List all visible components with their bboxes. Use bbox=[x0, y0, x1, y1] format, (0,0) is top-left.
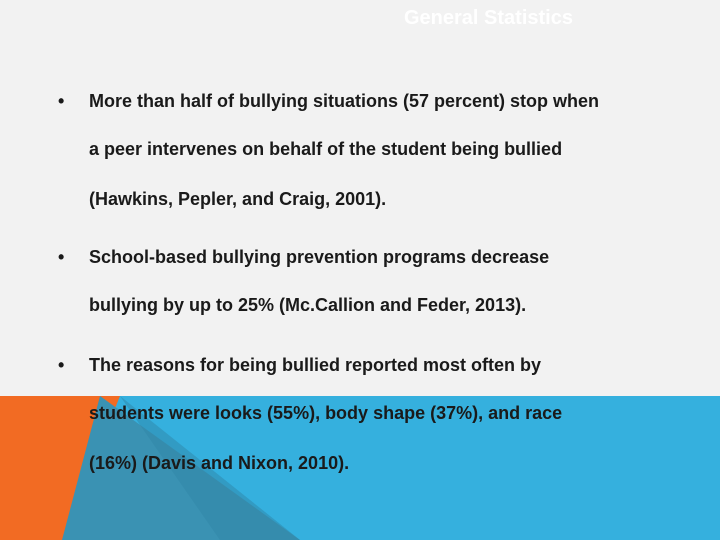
bullet-marker: • bbox=[58, 355, 65, 375]
bullet-3-line-3: (16%) (Davis and Nixon, 2010). bbox=[89, 453, 350, 473]
bullet-2-line-2: bullying by up to 25% (Mc.Callion and Feder, 2013). bbox=[89, 295, 527, 315]
bullet-2-line-1: School-based bullying prevention programs decrease bbox=[89, 247, 550, 267]
bullet-1-line-1: More than half of bullying situations (57 percent) stop when bbox=[89, 91, 600, 111]
bullet-1-line-3: (Hawkins, Pepler, and Craig, 2001). bbox=[89, 189, 387, 209]
bullet-3-line-2: students were looks (55%), body shape (37%), and race bbox=[89, 403, 563, 423]
bullet-1-line-2: a peer intervenes on behalf of the student being bullied bbox=[89, 139, 563, 159]
bullet-3-line-1: The reasons for being bullied reported most often by bbox=[89, 355, 542, 375]
bullet-marker: • bbox=[58, 91, 65, 111]
slide-title: General Statistics bbox=[404, 7, 573, 29]
bullet-marker: • bbox=[58, 247, 65, 267]
